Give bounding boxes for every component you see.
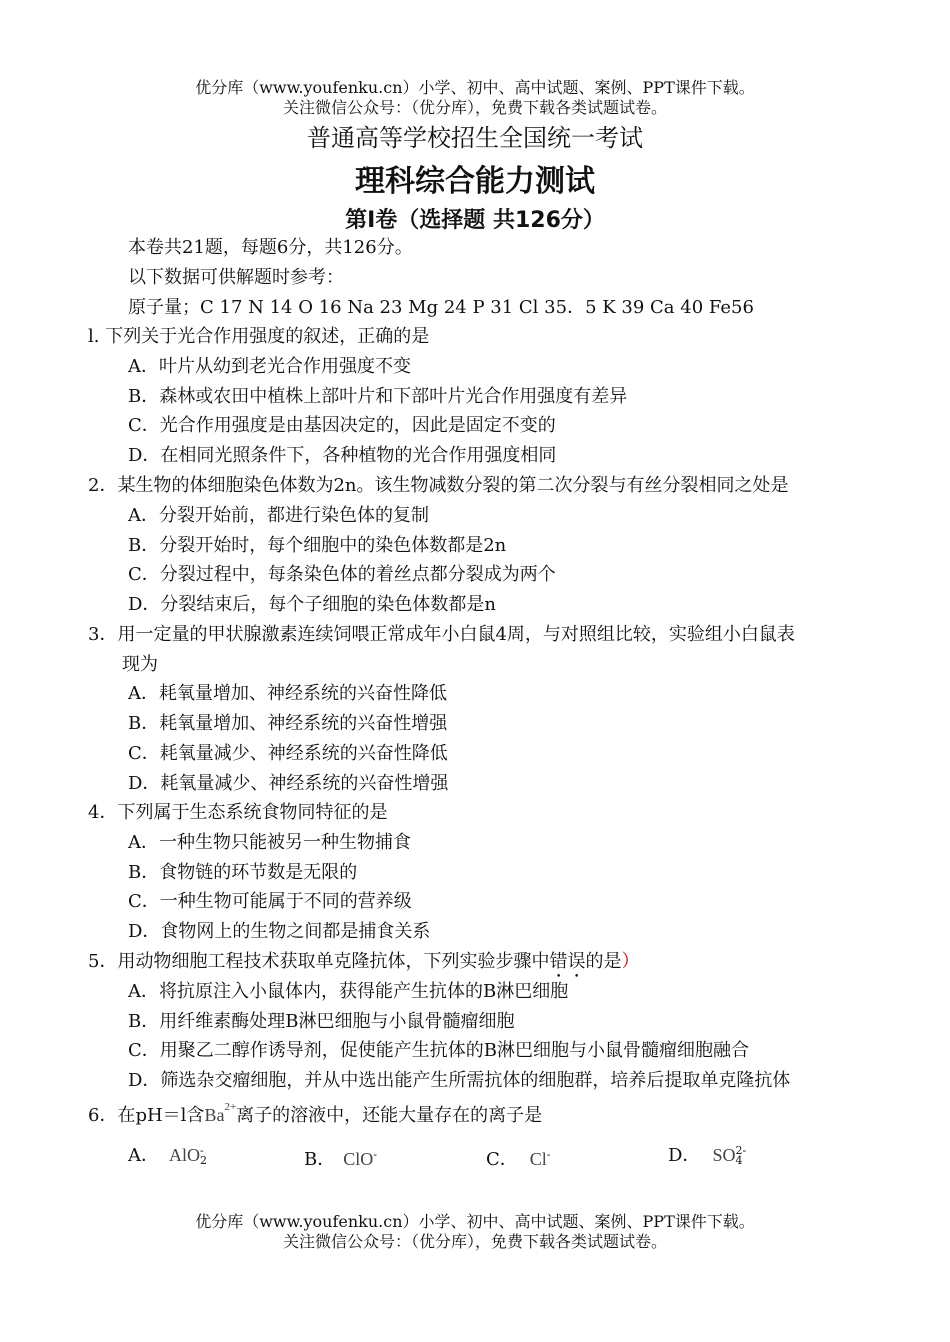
option-label: D． (668, 1145, 701, 1166)
option-sup: 2- (735, 1144, 747, 1157)
question-1-stem: l. 下列关于光合作用强度的叙述，正确的是 (88, 326, 430, 347)
question-6-option-a (128, 1143, 207, 1168)
question-6-option-c (486, 1143, 551, 1172)
option-formula: Cl (529, 1149, 547, 1169)
option-label: B． (304, 1149, 336, 1170)
barium-charge: 2+ (224, 1101, 237, 1113)
option-charges (735, 1146, 746, 1166)
question-5-option-b: B．用纤维素酶处理B淋巴细胞与小鼠骨髓瘤细胞 (128, 1011, 515, 1032)
option-charges (200, 1146, 207, 1166)
question-2-option-c: C．分裂过程中，每条染色体的着丝点都分裂成为两个 (128, 564, 556, 585)
question-4-stem: 4．下列属于生态系统食物同特征的是 (88, 802, 388, 823)
option-sub: 4 (735, 1154, 743, 1167)
option-sup: - (373, 1148, 377, 1161)
question-6-stem (88, 1099, 542, 1128)
footer-line-1: 优分库（www.youfenku.cn）小学、初中、高中试题、案例、PPT课件下载。 (195, 1212, 755, 1231)
question-1-option-a: A．叶片从幼到老光合作用强度不变 (128, 356, 411, 377)
question-3-option-b: B．耗氧量增加、神经系统的兴奋性增强 (128, 713, 448, 734)
question-1-option-c: C．光合作用强度是由基因决定的，因此是固定不变的 (128, 415, 556, 436)
intro-line-1: 本卷共21题，每题6分，共126分。 (128, 237, 413, 258)
question-2-option-b: B．分裂开始时，每个细胞中的染色体数都是2n (128, 535, 507, 556)
question-2-option-d: D．分裂结束后，每个子细胞的染色体数都是n (128, 594, 497, 615)
header-line-1: 优分库（www.youfenku.cn）小学、初中、高中试题、案例、PPT课件下载。 (195, 78, 755, 97)
barium-symbol: Ba (204, 1105, 225, 1125)
exam-title: 普通高等学校招生全国统一考试 (307, 124, 643, 152)
option-sup: - (200, 1144, 204, 1157)
question-4-option-c: C．一种生物可能属于不同的营养级 (128, 891, 412, 912)
question-4-option-b: B．食物链的环节数是无限的 (128, 862, 358, 883)
question-6-stem-pre: 6．在pH＝l含 (88, 1105, 205, 1126)
option-formula: SO (712, 1145, 736, 1165)
option-label: A． (128, 1145, 159, 1166)
question-6-option-d (668, 1143, 746, 1168)
option-formula: AlO (169, 1145, 200, 1165)
section-title: 第Ⅰ卷（选择题 共126分） (345, 208, 605, 233)
option-sub: 2 (200, 1154, 207, 1167)
question-2-stem: 2．某生物的体细胞染色体数为2n。该生物减数分裂的第二次分裂与有丝分裂相同之处是 (88, 475, 789, 496)
question-5-option-a: A．将抗原注入小鼠体内，获得能产生抗体的B淋巴细胞 (128, 981, 569, 1002)
header-line-2: 关注微信公众号：（优分库），免费下载各类试题试卷。 (282, 98, 667, 117)
question-3-stem: 3．用一定量的甲状腺激素连续饲喂正常成年小白鼠4周，与对照组比较，实验组小白鼠表 (88, 624, 795, 645)
question-3-option-a: A．耗氧量增加、神经系统的兴奋性降低 (128, 683, 447, 704)
footer-line-2: 关注微信公众号：（优分库），免费下载各类试题试卷。 (282, 1232, 667, 1251)
question-1-option-d: D．在相同光照条件下，各种植物的光合作用强度相同 (128, 445, 557, 466)
question-3-stem-continuation: 现为 (122, 654, 158, 675)
question-3-option-d: D．耗氧量减少、神经系统的兴奋性增强 (128, 773, 449, 794)
question-3-option-c: C．耗氧量减少、神经系统的兴奋性降低 (128, 743, 448, 764)
question-1-option-b: B．森林或农田中植株上部叶片和下部叶片光合作用强度有差异 (128, 386, 628, 407)
atomic-weights: 原子量；C 17 N 14 O 16 Na 23 Mg 24 P 31 Cl 35．5 K 39 Ca 40 Fe56 (128, 297, 754, 318)
question-5-stem-pre: 5．用动物细胞工程技术获取单克隆抗体，下列实验步骤中 (88, 951, 550, 972)
subject-title: 理科综合能力测试 (355, 164, 595, 199)
question-5-red-paren: ） (621, 951, 640, 972)
question-4-option-a: A．一种生物只能被另一种生物捕食 (128, 832, 411, 853)
question-4-option-d: D．食物网上的生物之间都是捕食关系 (128, 921, 431, 942)
question-5-option-d: D．筛选杂交瘤细胞，并从中选出能产生所需抗体的细胞群，培养后提取单克隆抗体 (128, 1070, 791, 1091)
intro-line-2: 以下数据可供解题时参考： (128, 267, 344, 288)
option-sup: - (546, 1148, 551, 1161)
question-5-emphasis: 错误 (549, 951, 586, 972)
option-label: C． (486, 1149, 518, 1170)
option-formula: ClO (343, 1149, 374, 1169)
question-5-stem-post: 的是 (585, 951, 622, 972)
question-2-option-a: A．分裂开始前，都进行染色体的复制 (128, 505, 429, 526)
question-5-stem (88, 950, 639, 982)
question-6-option-b (304, 1143, 377, 1172)
question-5-option-c: C．用聚乙二醇作诱导剂，促使能产生抗体的B淋巴细胞与小鼠骨髓瘤细胞融合 (128, 1040, 749, 1061)
question-6-stem-post: 离子的溶液中，还能大量存在的离子是 (236, 1105, 543, 1126)
barium-ion (204, 1101, 237, 1125)
